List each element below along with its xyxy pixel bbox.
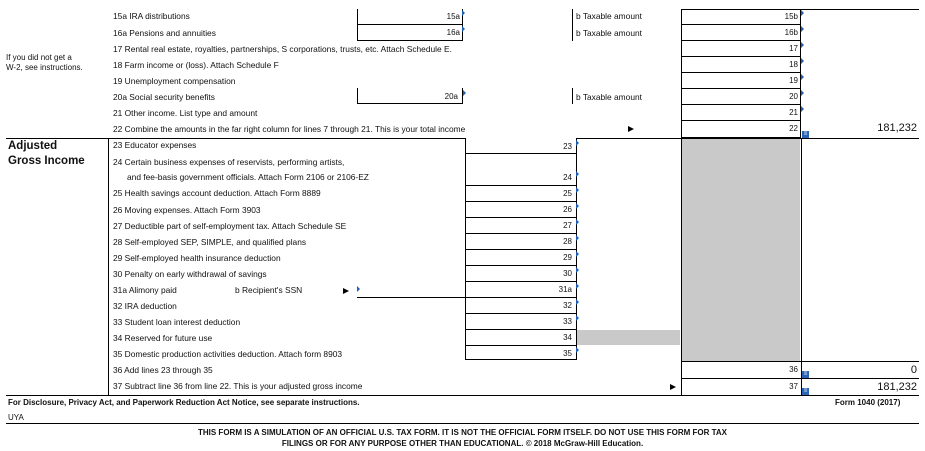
adjustments-shaded-column: [682, 139, 800, 361]
field-26-flag-icon[interactable]: [576, 203, 579, 209]
line-20b-label: b Taxable amount: [576, 92, 642, 102]
line-35-label: 35 Domestic production activities deduction. Attach form 8903: [113, 349, 343, 359]
box-37-number: 37: [789, 382, 798, 391]
line-21-label: 21 Other income. List type and amount: [113, 108, 258, 118]
box-15b-number: 15b: [784, 12, 798, 21]
field-17-flag-icon[interactable]: [801, 42, 804, 48]
box-28-number: 28: [563, 237, 572, 246]
box-29-number: 29: [563, 253, 572, 262]
box-24-number: 24: [563, 173, 572, 182]
field-31a-flag-icon[interactable]: [576, 283, 579, 289]
field-16b-flag-icon[interactable]: [801, 26, 804, 32]
line-34-label: 34 Reserved for future use: [113, 333, 213, 343]
box-26-number: 26: [563, 205, 572, 214]
box-27-number: 27: [563, 221, 572, 230]
box-34-number: 34: [563, 333, 572, 342]
field-15a-flag-icon[interactable]: [462, 10, 465, 16]
line-24-label-a: 24 Certain business expenses of reservists, performing artists,: [113, 157, 345, 167]
box-21-number: 21: [789, 108, 798, 117]
box-17-number: 17: [789, 44, 798, 53]
field-33-flag-icon[interactable]: [576, 315, 579, 321]
arrow-icon: [343, 288, 349, 294]
box-31a-number: 31a: [558, 285, 572, 294]
field-15b-flag-icon[interactable]: [801, 10, 804, 16]
box-33-number: 33: [563, 317, 572, 326]
disclosure-notice: For Disclosure, Privacy Act, and Paperwork Reduction Act Notice, see separate instructions.: [8, 398, 360, 407]
field-20a-flag-icon[interactable]: [463, 90, 466, 96]
simulation-notice-line1: THIS FORM IS A SIMULATION OF AN OFFICIAL U.S. TAX FORM. IT IS NOT THE OFFICIAL FORM ITSELF. DO NOT USE THIS FORM FOR TAX: [197, 428, 728, 437]
line-37-calculator-icon[interactable]: ≡: [803, 388, 808, 394]
line-30-label: 30 Penalty on early withdrawal of savings: [113, 269, 267, 279]
box-18-number: 18: [789, 60, 798, 69]
line-32-label: 32 IRA deduction: [113, 301, 177, 311]
line-37-label: 37 Subtract line 36 from line 22. This is your adjusted gross income: [113, 381, 363, 391]
line-34-shaded-cell: [577, 330, 680, 345]
field-25-flag-icon[interactable]: [576, 187, 579, 193]
field-35-flag-icon[interactable]: [576, 347, 579, 353]
line-15b-label: b Taxable amount: [576, 11, 642, 21]
field-32-flag-icon[interactable]: [576, 299, 579, 305]
field-29-flag-icon[interactable]: [576, 251, 579, 257]
line-22-calculator-icon[interactable]: ≡: [803, 131, 808, 137]
line-28-label: 28 Self-employed SEP, SIMPLE, and qualified plans: [113, 237, 307, 247]
field-18-flag-icon[interactable]: [801, 58, 804, 64]
uya-label: UYA: [8, 413, 24, 422]
box-35-number: 35: [563, 349, 572, 358]
field-16a-flag-icon[interactable]: [462, 26, 465, 32]
line-22-amount[interactable]: 181,232: [877, 122, 917, 134]
box-30-number: 30: [563, 269, 572, 278]
line-36-calculator-icon[interactable]: ≡: [803, 371, 808, 377]
box-20a-number: 20a: [444, 92, 458, 101]
arrow-icon: [628, 126, 634, 132]
line-15a-label: 15a IRA distributions: [113, 11, 190, 21]
field-27-flag-icon[interactable]: [576, 219, 579, 225]
simulation-notice-line2: FILINGS OR FOR ANY PURPOSE OTHER THAN EDUCATIONAL. © 2018 McGraw-Hill Education.: [281, 439, 644, 448]
box-36-number: 36: [789, 365, 798, 374]
field-24-flag-icon[interactable]: [576, 171, 579, 177]
field-28-flag-icon[interactable]: [576, 235, 579, 241]
line-25-label: 25 Health savings account deduction. Attach Form 8889: [113, 188, 321, 198]
box-32-number: 32: [563, 301, 572, 310]
field-23-flag-icon[interactable]: [576, 140, 579, 146]
line-36-label: 36 Add lines 23 through 35: [113, 365, 213, 375]
line-27-label: 27 Deductible part of self-employment tax. Attach Schedule SE: [113, 221, 347, 231]
box-22-number: 22: [789, 124, 798, 133]
field-20b-flag-icon[interactable]: [801, 90, 804, 96]
line-19-label: 19 Unemployment compensation: [113, 76, 236, 86]
form-identifier: Form 1040 (2017): [835, 398, 901, 407]
line-37-amount[interactable]: 181,232: [877, 381, 917, 393]
box-20b-number: 20: [789, 92, 798, 101]
field-30-flag-icon[interactable]: [576, 267, 579, 273]
field-31b-ssn-flag-icon[interactable]: [357, 286, 360, 292]
line-22-label: 22 Combine the amounts in the far right column for lines 7 through 21. This is your total income: [113, 124, 466, 134]
line-36-amount[interactable]: 0: [910, 364, 917, 376]
box-16b-number: 16b: [784, 28, 798, 37]
box-15a-number: 15a: [446, 12, 460, 21]
box-16a-number: 16a: [446, 28, 460, 37]
side-note-line2: W-2, see instructions.: [6, 63, 83, 72]
field-19-flag-icon[interactable]: [801, 74, 804, 80]
line-20a-label: 20a Social security benefits: [113, 92, 215, 102]
line-26-label: 26 Moving expenses. Attach Form 3903: [113, 205, 261, 215]
section-title-line2: Gross Income: [8, 155, 85, 167]
side-note: [6, 53, 83, 73]
box-19-number: 19: [789, 76, 798, 85]
line-31a-label: 31a Alimony paid: [113, 285, 177, 295]
line-16b-label: b Taxable amount: [576, 28, 642, 38]
line-33-label: 33 Student loan interest deduction: [113, 317, 241, 327]
arrow-icon: [670, 384, 676, 390]
line-16a-label: 16a Pensions and annuities: [113, 28, 216, 38]
line-31b-label: b Recipient's SSN: [235, 285, 303, 295]
box-25-number: 25: [563, 189, 572, 198]
line-29-label: 29 Self-employed health insurance deduction: [113, 253, 281, 263]
line-17-label: 17 Rental real estate, royalties, partnerships, S corporations, trusts, etc. Attach Schedule E.: [113, 44, 452, 54]
line-24-label-b: and fee-basis government officials. Attach Form 2106 or 2106-EZ: [127, 172, 369, 182]
side-note-line1: If you did not get a: [6, 53, 72, 62]
field-21-flag-icon[interactable]: [801, 106, 804, 112]
line-18-label: 18 Farm income or (loss). Attach Schedule F: [113, 60, 279, 70]
box-23-number: 23: [563, 142, 572, 151]
line-23-label: 23 Educator expenses: [113, 140, 197, 150]
section-title-line1: Adjusted: [8, 140, 58, 152]
